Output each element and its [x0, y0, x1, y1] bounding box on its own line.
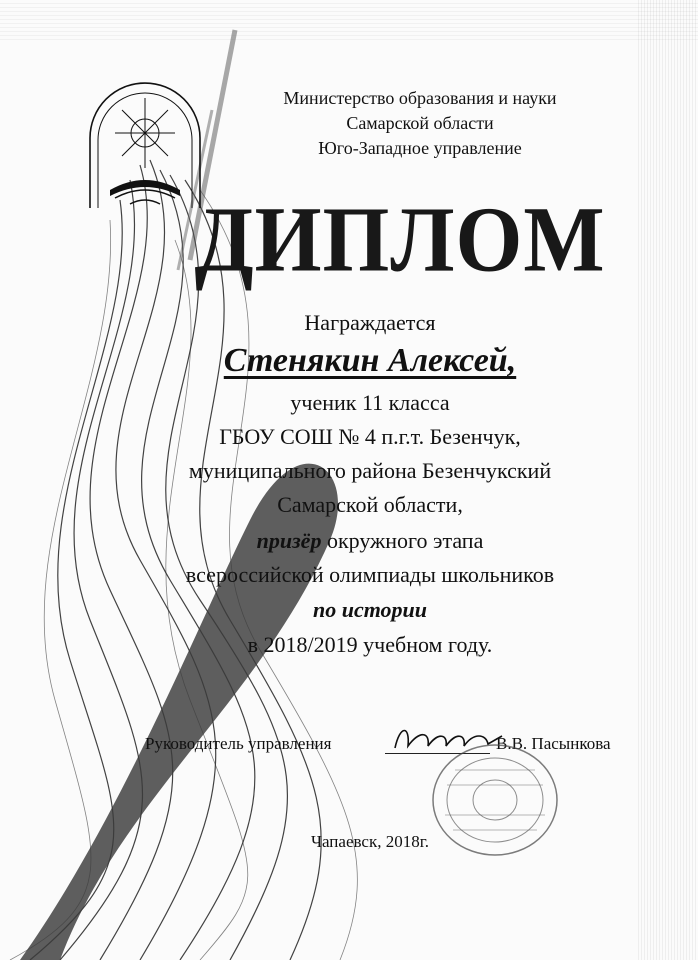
- academic-year: в 2018/2019 учебном году.: [247, 632, 493, 657]
- signer-name: В.В. Пасынкова: [496, 734, 611, 753]
- diploma-title: ДИПЛОМ: [194, 187, 606, 291]
- award-status: [130, 528, 610, 554]
- subject-name: по истории: [312, 597, 428, 622]
- signer-title: Руководитель управления: [145, 734, 332, 753]
- district-name: муниципального района Безенчукский: [188, 458, 552, 483]
- recipient-grade: ученик 11 класса: [290, 390, 450, 415]
- award-status-rest: окружного этапа: [321, 528, 484, 553]
- awarded-label: Награждается: [304, 310, 436, 335]
- city-date: Чапаевск, 2018г.: [310, 832, 430, 851]
- school-name: ГБОУ СОШ № 4 п.г.т. Безенчук,: [219, 424, 521, 449]
- region-name: Самарской области,: [277, 492, 463, 517]
- award-status-bold: призёр: [256, 528, 322, 553]
- ministry-line-3: Юго-Западное управление: [318, 138, 522, 158]
- recipient-name: Стенякин Алексей,: [223, 342, 517, 379]
- olympiad-name: всероссийской олимпиады школьников: [185, 562, 555, 587]
- ministry-line-2: Самарской области: [346, 113, 494, 133]
- ministry-line-1: Министерство образования и науки: [283, 88, 557, 108]
- ministry-header: [240, 86, 600, 161]
